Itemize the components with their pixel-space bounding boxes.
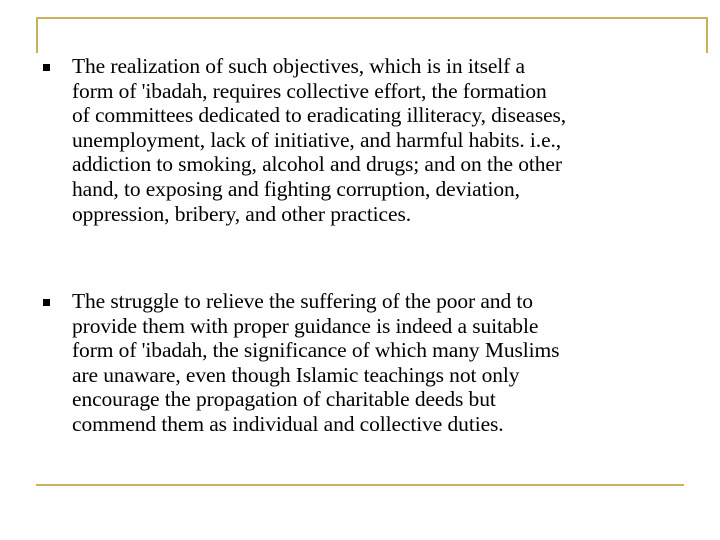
text-line: The struggle to relieve the suffering of the poor and to: [72, 289, 533, 313]
square-bullet-icon: [43, 64, 50, 71]
text-line: form of 'ibadah, the significance of which many Muslims: [72, 338, 560, 363]
text-line: oppression, bribery, and other practices.: [72, 201, 411, 226]
text-line: unemployment, lack of initiative, and harmful habits. i.e.,: [72, 127, 562, 152]
text-line: are unaware, even though Islamic teachings not only: [72, 362, 520, 387]
bullet-text-realization: [72, 54, 692, 226]
text-line: of committees dedicated to eradicating illiteracy, diseases,: [72, 103, 567, 128]
text-line: hand, to exposing and fighting corruption, deviation,: [72, 176, 520, 201]
text-line: The realization of such objectives, which is in itself a: [72, 54, 525, 78]
frame-left-line: [36, 17, 38, 53]
text-line: addiction to smoking, alcohol and drugs; and on the other: [72, 152, 562, 177]
text-line: encourage the propagation of charitable deeds but: [72, 387, 496, 412]
bullet-text-struggle: [72, 289, 692, 437]
frame-top-line: [36, 17, 708, 19]
square-bullet-icon: [43, 299, 50, 306]
frame-right-line: [706, 17, 708, 53]
frame-bottom-line: [36, 484, 684, 486]
text-line: commend them as individual and collective duties.: [72, 411, 504, 436]
text-line: form of 'ibadah, requires collective effort, the formation: [72, 78, 547, 103]
text-line: provide them with proper guidance is indeed a suitable: [72, 313, 539, 338]
